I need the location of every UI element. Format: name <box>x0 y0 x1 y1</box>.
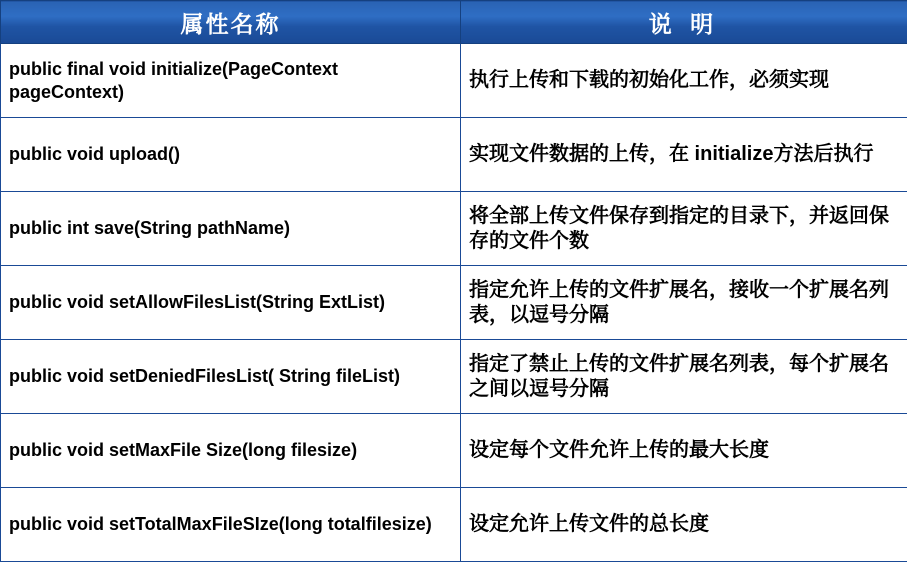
cell-method-description: 设定允许上传文件的总长度 <box>461 488 907 562</box>
table-row <box>1 488 907 562</box>
table-row <box>1 44 907 118</box>
table-row <box>1 340 907 414</box>
cell-method-description: 实现文件数据的上传，在 initialize方法后执行 <box>461 118 907 192</box>
table-row <box>1 414 907 488</box>
column-header-name: 属性名称 <box>1 1 461 44</box>
column-header-description: 说 明 <box>461 1 907 44</box>
table-body <box>1 44 907 562</box>
cell-method-name: public void setTotalMaxFileSIze(long totalfilesize) <box>1 488 461 562</box>
table-row <box>1 118 907 192</box>
cell-method-name: public void setMaxFile Size(long filesize) <box>1 414 461 488</box>
cell-method-description: 指定允许上传的文件扩展名，接收一个扩展名列表，以逗号分隔 <box>461 266 907 340</box>
cell-method-name: public int save(String pathName) <box>1 192 461 266</box>
table-header <box>1 1 907 44</box>
cell-method-description: 指定了禁止上传的文件扩展名列表，每个扩展名之间以逗号分隔 <box>461 340 907 414</box>
cell-method-name: public void setAllowFilesList(String ExtList) <box>1 266 461 340</box>
table-row <box>1 192 907 266</box>
cell-method-description: 执行上传和下载的初始化工作，必须实现 <box>461 44 907 118</box>
cell-method-description: 将全部上传文件保存到指定的目录下，并返回保存的文件个数 <box>461 192 907 266</box>
table-header-row <box>1 1 907 44</box>
cell-method-name: public void upload() <box>1 118 461 192</box>
table-row <box>1 266 907 340</box>
cell-method-name: public final void initialize(PageContext pageContext) <box>1 44 461 118</box>
cell-method-name: public void setDeniedFilesList( String fileList) <box>1 340 461 414</box>
cell-method-description: 设定每个文件允许上传的最大长度 <box>461 414 907 488</box>
